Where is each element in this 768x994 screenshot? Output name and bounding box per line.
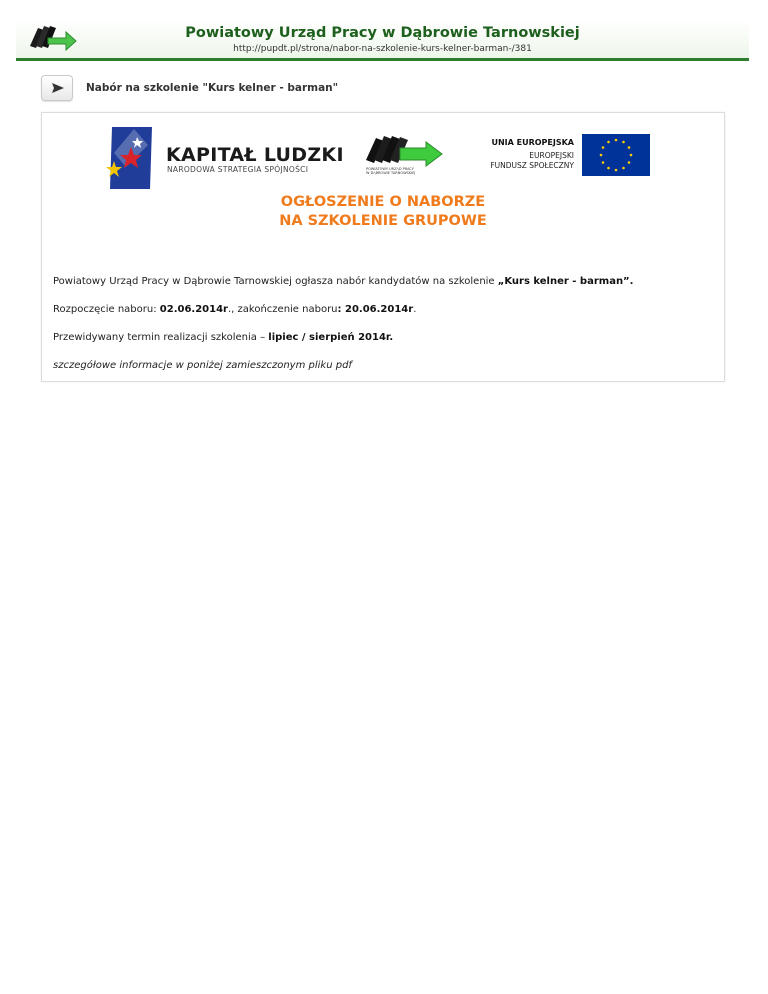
eu-subtitle-1: EUROPEJSKI	[529, 151, 574, 160]
notice-line-2: NA SZKOLENIE GRUPOWE	[279, 213, 487, 229]
article-title: Nabór na szkolenie "Kurs kelner - barman"	[86, 82, 339, 94]
recruitment-end-date: : 20.06.2014r	[337, 304, 414, 315]
page-header	[16, 20, 749, 61]
eu-title: UNIA EUROPEJSKA	[491, 138, 574, 147]
recruitment-end-label: ., zakończenie naboru	[227, 304, 338, 315]
training-term-label: Przewidywany termin realizacji szkolenia –	[53, 332, 269, 343]
pup-caption-line-1: POWIATOWY URZĄD PRACY	[366, 167, 414, 171]
notice-line-1: OGŁOSZENIE O NABORZE	[280, 194, 486, 210]
recruitment-dates-paragraph	[53, 304, 416, 315]
eu-subtitle-2: FUNDUSZ SPOŁECZNY	[490, 161, 574, 170]
pup-caption-line-2: W DĄBROWIE TARNOWSKIEJ	[366, 171, 416, 175]
recruitment-start-date: 02.06.2014r	[159, 304, 228, 315]
recruitment-start-label: Rozpoczęcie naboru:	[53, 304, 160, 315]
recruitment-dates-end: .	[413, 304, 417, 315]
training-term-paragraph	[53, 332, 393, 343]
kapital-ludzki-title: KAPITAŁ LUDZKI	[166, 144, 344, 166]
page-url[interactable]: http://pupdt.pl/strona/nabor-na-szkolenie-kurs-kelner-barman-/381	[233, 44, 532, 54]
notice-heading	[42, 193, 724, 231]
eu-flag-icon	[582, 134, 650, 176]
pup-logo-caption	[366, 167, 438, 175]
site-title: Powiatowy Urząd Pracy w Dąbrowie Tarnowskiej	[185, 25, 580, 41]
training-term-value: lipiec / sierpień 2014r.	[268, 332, 394, 343]
course-name: „Kurs kelner - barman”.	[497, 276, 634, 287]
arrow-right-icon	[51, 82, 65, 94]
announcement-paragraph	[53, 276, 633, 287]
announcement-text: Powiatowy Urząd Pracy w Dąbrowie Tarnowskiej ogłasza nabór kandydatów na szkolenie	[53, 276, 498, 287]
details-note: szczegółowe informacje w poniżej zamieszczonym pliku pdf	[53, 360, 352, 371]
navigate-button[interactable]	[41, 75, 73, 101]
article-content	[41, 112, 725, 382]
kapital-ludzki-subtitle: NARODOWA STRATEGIA SPÓJNOŚCI	[167, 165, 309, 174]
